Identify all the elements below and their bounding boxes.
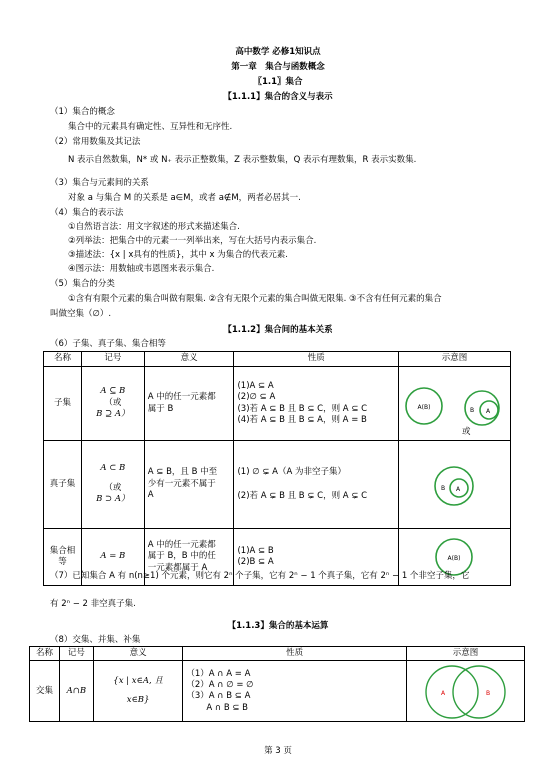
- row-symbol: A = B: [100, 551, 126, 562]
- row-meaning: 少有一元素不属于: [147, 478, 216, 489]
- row-prop: (2)B ⊆ A: [237, 557, 274, 567]
- item-4-b: ②列举法：把集合中的元素一一列举出来，写在大括号内表示集合.: [68, 236, 317, 246]
- item-7-text-cont: 有 2ⁿ − 2 非空真子集.: [50, 599, 136, 609]
- row-symbol: A ⊆ B: [100, 386, 126, 397]
- header-diagram: 示意图: [406, 647, 524, 661]
- subset-venn-diagram: [399, 368, 509, 440]
- item-5-text-cont: 叫做空集（∅）.: [50, 309, 112, 319]
- header-props: 性质: [234, 352, 398, 367]
- diagram-label: B: [485, 690, 491, 698]
- header-name: 名称: [30, 647, 60, 661]
- row-symbol: A∩B: [59, 661, 93, 722]
- diagram-label: A(B): [417, 403, 431, 411]
- section-title: 〖1.1〗集合: [253, 77, 303, 87]
- header-meaning: 意义: [93, 647, 183, 661]
- header-name: 名称: [44, 352, 82, 367]
- subset-table: [43, 351, 511, 586]
- s112-title: 【1.1.2】集合间的基本关系: [223, 325, 333, 335]
- chapter-title: 第一章 集合与函数概念: [231, 62, 325, 72]
- diagram-label: A: [440, 690, 446, 698]
- item-1-heading: （1）集合的概念: [50, 107, 115, 117]
- doc-title: 高中数学 必修1知识点: [235, 47, 321, 57]
- row-meaning: A ⊆ B，且 B 中至: [147, 467, 218, 478]
- row-prop: (2)∅ ⊆ A: [237, 392, 276, 403]
- header-symbol: 记号: [59, 647, 93, 661]
- row-prop: (4)若 A ⊆ B 且 B ⊆ A，则 A = B: [237, 414, 367, 425]
- row-symbol: B ⊇ A）: [96, 409, 130, 420]
- diagram-label: A(B): [447, 554, 461, 562]
- header-meaning: 意义: [144, 352, 234, 367]
- row-meaning: 一元素都属于 A: [147, 562, 208, 573]
- row-meaning: 属于 B，B 中的任: [147, 551, 216, 562]
- operations-table: [29, 646, 525, 722]
- diagram-label: A: [485, 407, 491, 415]
- table-row: [30, 661, 525, 722]
- item-6-heading: （6）子集、真子集、集合相等: [50, 339, 166, 349]
- row-symbol: （或: [104, 482, 122, 493]
- set-circle-b: [453, 666, 505, 718]
- row-meaning: A 中的任一元素都: [147, 539, 216, 550]
- header-symbol: 记号: [81, 352, 144, 367]
- table-row: [44, 441, 511, 529]
- row-prop: （3）A ∩ B ⊆ A: [186, 691, 251, 702]
- row-prop: （2）A ∩ ∅ = ∅: [186, 680, 254, 690]
- row-name: 交集: [30, 661, 60, 722]
- item-2-text: N 表示自然数集，N* 或 N₊ 表示正整数集，Z 表示整数集，Q 表示有理数集，R 表示实数集.: [68, 155, 417, 165]
- row-meaning: x∈B}: [126, 695, 150, 706]
- s113-title: 【1.1.3】集合的基本运算: [227, 621, 329, 631]
- row-prop: (1)A ⊆ B: [237, 545, 274, 556]
- row-symbol: A ⊂ B: [100, 463, 126, 474]
- row-meaning: A 中的任一元素都: [147, 392, 216, 403]
- row-prop: (1) ∅ ⊊ A（A 为非空子集）: [237, 467, 346, 478]
- row-prop: (2)若 A ⊊ B 且 B ⊊ C，则 A ⊊ C: [237, 490, 368, 501]
- row-meaning: A: [147, 490, 154, 501]
- header-diagram: 示意图: [398, 352, 510, 367]
- row-symbol: B ⊃ A）: [96, 494, 130, 505]
- item-3-text: 对象 a 与集合 M 的关系是 a∈M，或者 a∉M，两者必居其一.: [68, 193, 301, 203]
- item-5-heading: （5）集合的分类: [50, 279, 115, 289]
- row-prop: (1)A ⊆ A: [237, 380, 274, 391]
- set-circle-a: [426, 666, 478, 718]
- row-name: 真子集: [44, 441, 82, 529]
- page-number: 第 3 页: [264, 746, 292, 756]
- item-7-text: （7）已知集合 A 有 n(n≥1) 个元素，则它有 2ⁿ 个子集，它有 2ⁿ − 1 个真子集，它有 2ⁿ − 1 个非空子集，它: [50, 571, 470, 581]
- row-meaning: 属于 B: [147, 403, 174, 414]
- diagram-label: A: [455, 485, 461, 493]
- proper-subset-venn-diagram: [399, 442, 509, 528]
- diagram-label: B: [440, 484, 446, 492]
- item-1-text: 集合中的元素具有确定性、互异性和无序性.: [68, 122, 233, 132]
- row-prop: （1）A ∩ A = A: [186, 668, 251, 679]
- item-2-heading: （2）常用数集及其记法: [50, 137, 141, 147]
- intersection-venn-diagram: [407, 661, 524, 721]
- row-name: 集合相等: [44, 529, 82, 586]
- item-5-text: ①含有有限个元素的集合叫做有限集. ②含有无限个元素的集合叫做无限集. ③不含有任何元素的集合: [68, 294, 442, 304]
- row-prop: A ∩ B ⊆ B: [206, 702, 249, 713]
- s111-title: 【1.1.1】集合的含义与表示: [223, 92, 333, 102]
- table-row: [44, 367, 511, 441]
- item-4-c: ③描述法：{x | x具有的性质}，其中 x 为集合的代表元素.: [68, 250, 288, 260]
- item-4-d: ④图示法：用数轴或韦恩图来表示集合.: [68, 264, 215, 274]
- row-meaning: {x | x∈A, 且: [113, 676, 163, 686]
- diagram-label: B: [469, 406, 475, 414]
- item-4-heading: （4）集合的表示法: [50, 208, 124, 218]
- row-prop: (3)若 A ⊆ B 且 B ⊆ C，则 A ⊆ C: [237, 403, 368, 414]
- item-8-heading: （8）交集、并集、补集: [50, 635, 141, 645]
- item-4-a: ①自然语言法：用文字叙述的形式来描述集合.: [68, 222, 240, 232]
- header-props: 性质: [183, 647, 407, 661]
- row-name: 子集: [44, 367, 82, 441]
- row-symbol: （或: [104, 397, 122, 408]
- diagram-or-label: 或: [461, 426, 471, 437]
- item-3-heading: （3）集合与元素间的关系: [50, 178, 149, 188]
